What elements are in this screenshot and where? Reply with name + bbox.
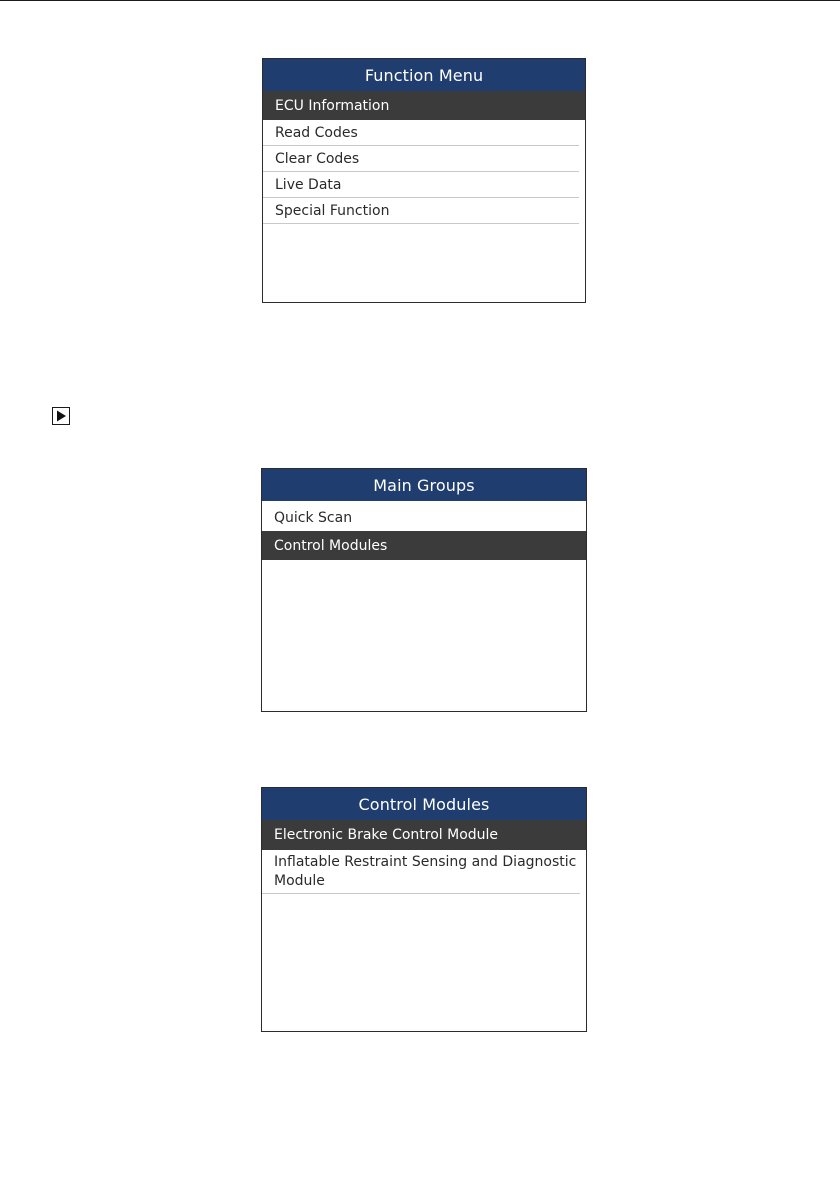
main-groups-title: Main Groups bbox=[262, 469, 586, 501]
menu-item-read-codes[interactable]: Read Codes bbox=[263, 120, 585, 146]
play-triangle-icon bbox=[52, 407, 70, 425]
main-groups-list bbox=[262, 501, 586, 560]
menu-item-inflatable-restraint-module[interactable]: Inflatable Restraint Sensing and Diagnostic Module bbox=[262, 850, 586, 894]
menu-item-quick-scan[interactable]: Quick Scan bbox=[274, 510, 353, 526]
function-menu-list bbox=[263, 91, 585, 224]
menu-item-control-modules[interactable]: Control Modules bbox=[262, 531, 586, 560]
menu-item-live-data[interactable]: Live Data bbox=[263, 172, 585, 198]
control-modules-screen bbox=[261, 787, 587, 1032]
function-menu-title: Function Menu bbox=[263, 59, 585, 91]
menu-item-special-function[interactable]: Special Function bbox=[263, 198, 585, 224]
control-modules-list bbox=[262, 820, 586, 894]
control-modules-title: Control Modules bbox=[262, 788, 586, 820]
page-top-rule bbox=[0, 0, 840, 1]
function-menu-screen bbox=[262, 58, 586, 303]
menu-item-clear-codes[interactable]: Clear Codes bbox=[263, 146, 585, 172]
main-groups-screen bbox=[261, 468, 587, 712]
menu-item-electronic-brake-control-module[interactable]: Electronic Brake Control Module bbox=[262, 820, 586, 850]
menu-item-ecu-information[interactable]: ECU Information bbox=[263, 91, 585, 120]
